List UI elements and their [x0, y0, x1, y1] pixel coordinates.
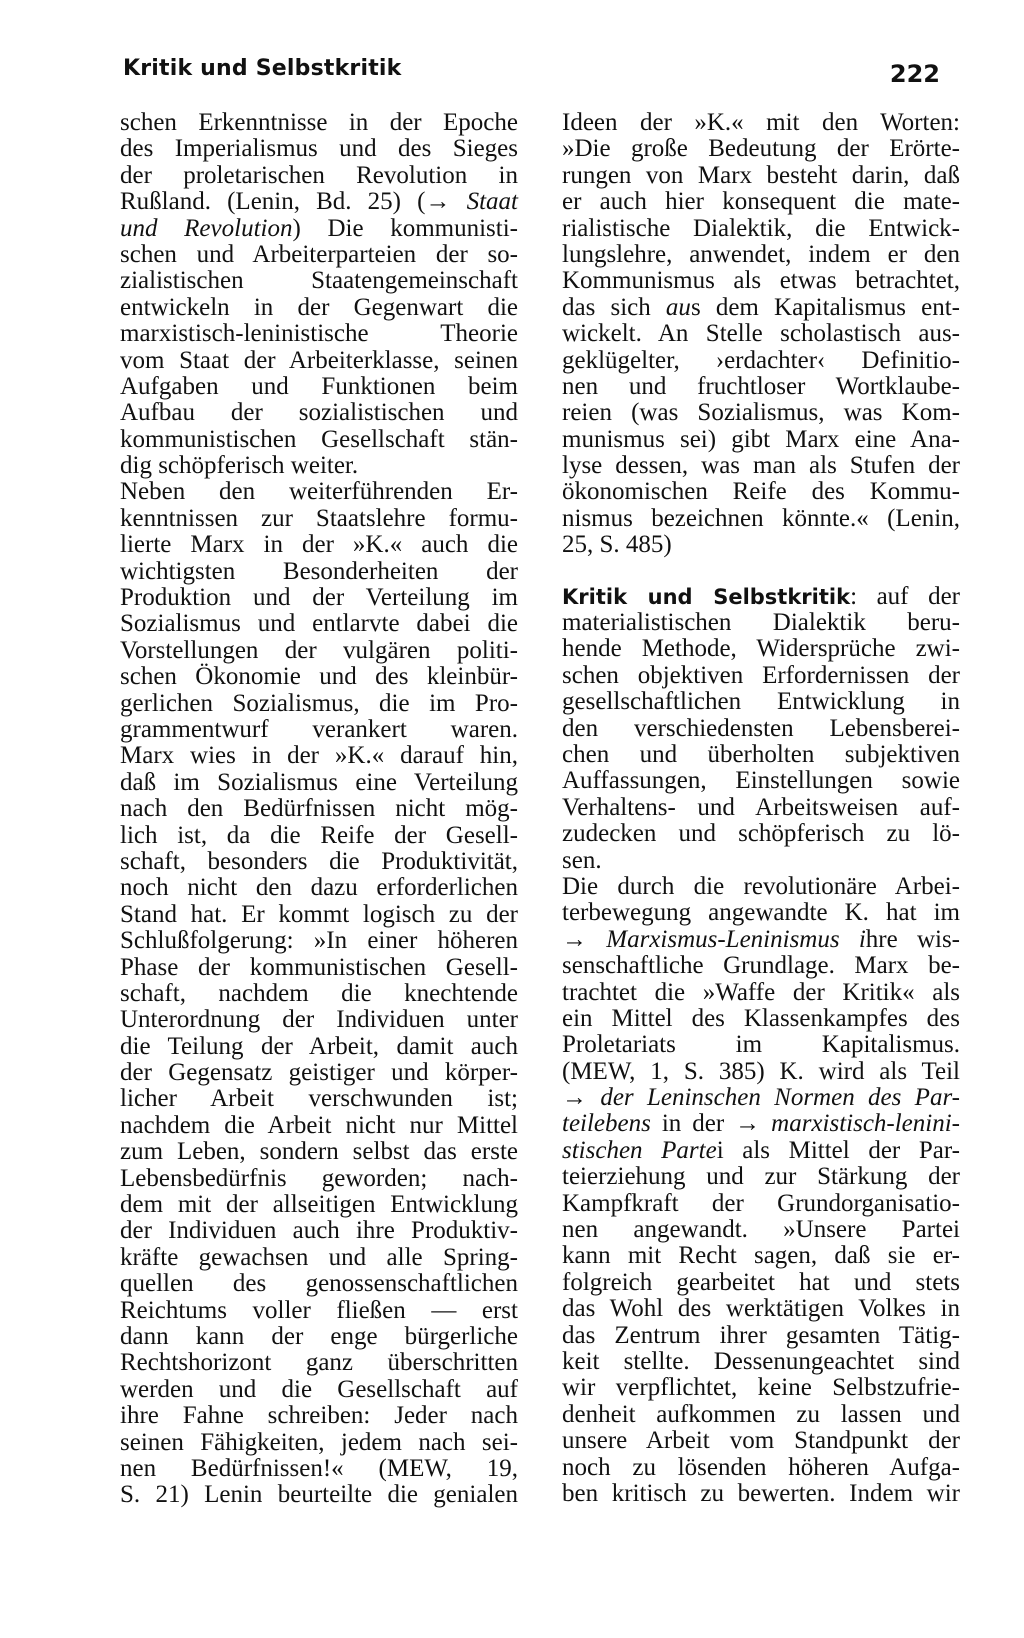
- text-line: Produktion und der Verteilung im: [120, 584, 518, 612]
- text-line: Aufgaben und Funktionen beim: [120, 372, 518, 400]
- text-line: lyse dessen, was man als Stufen der: [562, 452, 960, 480]
- text-line: gerlichen Sozialismus, die im Pro-: [120, 689, 518, 717]
- text-line: das Zentrum ihrer gesamten Tätig-: [562, 1321, 960, 1349]
- text-line: die Teilung der Arbeit, damit auch: [120, 1032, 518, 1060]
- text-line: und Revolution) Die kommunisti-: [120, 214, 518, 242]
- text-line: S. 21) Lenin beurteilte die genialen: [120, 1481, 518, 1509]
- text-line: quellen des genossenschaftlichen: [120, 1270, 518, 1298]
- text-line: ben kritisch zu bewerten. Indem wir: [562, 1479, 960, 1507]
- text-line: ein Mittel des Klassenkampfes des: [562, 1004, 960, 1032]
- text-line: unsere Arbeit vom Standpunkt der: [562, 1427, 960, 1455]
- text-line: das Wohl des werktätigen Volkes in: [562, 1295, 960, 1323]
- text-line: nismus bezeichnen könnte.« (Lenin,: [562, 504, 960, 532]
- text-line: Kommunismus als etwas betrachtet,: [562, 267, 960, 295]
- text-line: teilebens in der → marxistisch-lenini-: [562, 1110, 960, 1138]
- text-line: Reichtums voller fließen — erst: [120, 1296, 518, 1324]
- text-line: keit stellte. Dessenungeachtet sind: [562, 1347, 960, 1375]
- text-line: chen und überholten subjektiven: [562, 740, 960, 768]
- text-line: reien (was Sozialismus, was Kom-: [562, 399, 960, 427]
- text-line: → der Leninschen Normen des Par-: [562, 1084, 960, 1112]
- text-line: rialistische Dialektik, die Entwick-: [562, 214, 960, 242]
- text-line: munismus sei) gibt Marx eine Ana-: [562, 425, 960, 453]
- text-line: Phase der kommunistischen Gesell-: [120, 953, 518, 981]
- text-line: Aufbau der sozialistischen und: [120, 399, 518, 427]
- text-line: dig schöpferisch weiter.: [120, 452, 359, 480]
- text-line: Lebensbedürfnis geworden; nach-: [120, 1164, 518, 1192]
- text-line: gesellschaftlichen Entwicklung in: [562, 688, 960, 716]
- text-line: Kampfkraft der Grundorganisatio-: [562, 1189, 960, 1217]
- text-line: lich ist, da die Reife der Gesell-: [120, 821, 518, 849]
- text-line: marxistisch-leninistische Theorie: [120, 320, 518, 348]
- text-line: ökonomischen Reife des Kommu-: [562, 478, 960, 506]
- text-line: er auch hier konsequent die mate-: [562, 188, 960, 216]
- text-line: schen Ökonomie und des kleinbür-: [120, 663, 518, 691]
- italic-reference: der Leninschen Normen des Par-: [600, 1084, 960, 1112]
- page-number: 222: [889, 60, 940, 88]
- text-line: kann mit Recht sagen, daß sie er-: [562, 1242, 960, 1270]
- text-line: Rußland. (Lenin, Bd. 25) (→ Staat: [120, 188, 518, 216]
- text-line: Marx wies in der »K.« darauf hin,: [120, 742, 518, 770]
- text-line: nachdem die Arbeit nicht nur Mittel: [120, 1111, 518, 1139]
- text-line: vom Staat der Arbeiterklasse, seinen: [120, 346, 518, 374]
- text-line: wickelt. An Stelle scholastisch aus-: [562, 320, 960, 348]
- text-line: schaft, besonders die Produktivität,: [120, 847, 518, 875]
- text-line: entwickeln in der Gegenwart die: [120, 293, 518, 321]
- text-line: Sozialismus und entlarvte dabei die: [120, 610, 518, 638]
- italic-reference: Marxismus-Leninismus i: [606, 925, 866, 953]
- text-line: hende Methode, Widersprüche zwi-: [562, 635, 960, 663]
- text-line: dem mit der allseitigen Entwicklung: [120, 1191, 518, 1219]
- text-line: kräfte gewachsen und alle Spring-: [120, 1243, 518, 1271]
- text-line: nen und fruchtloser Wortklaube-: [562, 372, 960, 400]
- text-line: noch nicht den dazu erforderlichen: [120, 874, 518, 902]
- text-line: → Marxismus-Leninismus ihre wis-: [562, 925, 960, 953]
- entry-headword: Kritik und Selbstkritik: [562, 584, 851, 609]
- text-line: teierziehung und zur Stärkung der: [562, 1163, 960, 1191]
- text-line: ihre Fahne schreiben: Jeder nach: [120, 1402, 518, 1430]
- text-line: folgreich gearbeitet hat und stets: [562, 1268, 960, 1296]
- text-column-left: [120, 110, 518, 1509]
- text-line: senschaftliche Grundlage. Marx be-: [562, 952, 960, 980]
- text-line: der Gegensatz geistiger und körper-: [120, 1059, 518, 1087]
- text-line: Rechtshorizont ganz überschritten: [120, 1349, 518, 1377]
- text-line: zum Leben, sondern selbst das erste: [120, 1138, 518, 1166]
- text-line: materialistischen Dialektik beru-: [562, 609, 960, 637]
- text-line: trachtet die »Waffe der Kritik« als: [562, 978, 960, 1006]
- text-line: dann kann der enge bürgerliche: [120, 1322, 518, 1350]
- text-line: den verschiedensten Lebensberei-: [562, 714, 960, 742]
- text-line: Neben den weiterführenden Er-: [120, 478, 518, 506]
- text-line: Vorstellungen der vulgären politi-: [120, 636, 518, 664]
- text-line: licher Arbeit verschwunden ist;: [120, 1085, 518, 1113]
- text-line: Kritik und Selbstkritik: auf der: [562, 582, 960, 610]
- italic-reference: au: [650, 293, 691, 321]
- text-line: schen und Arbeiterparteien der so-: [120, 240, 518, 268]
- running-head: Kritik und Selbstkritik: [123, 56, 402, 81]
- text-line: Stand hat. Er kommt logisch zu der: [120, 900, 518, 928]
- text-line: denheit aufkommen zu lassen und: [562, 1400, 960, 1428]
- text-column-right: [562, 110, 960, 1507]
- text-line: das sich aus dem Kapitalismus ent-: [562, 293, 960, 321]
- text-line: des Imperialismus und des Sieges: [120, 135, 518, 163]
- text-line: schen objektiven Erfordernissen der: [562, 661, 960, 689]
- text-line: Schlußfolgerung: »In einer höheren: [120, 927, 518, 955]
- text-line: Proletariats im Kapitalismus.: [562, 1031, 960, 1059]
- text-line: nach den Bedürfnissen nicht mög-: [120, 795, 518, 823]
- text-line: kenntnissen zur Staatslehre formu-: [120, 504, 518, 532]
- text-line: sen.: [562, 846, 602, 874]
- text-line: lierte Marx in der »K.« auch die: [120, 531, 518, 559]
- italic-reference: → Staat: [425, 188, 518, 216]
- text-line: geklügelter, ›erdachter‹ Definitio-: [562, 346, 960, 374]
- text-line: noch zu lösenden höheren Aufga-: [562, 1453, 960, 1481]
- text-line: »Die große Bedeutung der Erörte-: [562, 135, 960, 163]
- text-line: schaft, nachdem die knechtende: [120, 979, 518, 1007]
- text-line: nen Bedürfnissen!« (MEW, 19,: [120, 1454, 518, 1482]
- italic-reference: teilebens: [562, 1110, 651, 1138]
- text-line: grammentwurf verankert waren.: [120, 715, 518, 743]
- italic-reference: und Revolution: [120, 214, 293, 242]
- text-line: terbewegung angewandte K. hat im: [562, 899, 960, 927]
- text-line: zudecken und schöpferisch zu lö-: [562, 820, 960, 848]
- text-line: werden und die Gesellschaft auf: [120, 1375, 518, 1403]
- text-line: 25, S. 485): [562, 531, 672, 559]
- text-line: der Individuen auch ihre Produktiv-: [120, 1217, 518, 1245]
- text-line: Ideen der »K.« mit den Worten:: [562, 109, 960, 136]
- text-line: rungen von Marx besteht darin, daß: [562, 161, 960, 189]
- text-line: seinen Fähigkeiten, jedem nach sei-: [120, 1428, 518, 1456]
- text-line: stischen Partei als Mittel der Par-: [562, 1136, 960, 1164]
- text-line: Unterordnung der Individuen unter: [120, 1006, 518, 1034]
- text-line: wichtigsten Besonderheiten der: [120, 557, 518, 585]
- text-line: der proletarischen Revolution in: [120, 161, 518, 189]
- paragraph-gap: [562, 559, 960, 584]
- text-line: nen angewandt. »Unsere Partei: [562, 1216, 960, 1244]
- text-line: schen Erkenntnisse in der Epoche: [120, 109, 518, 136]
- text-line: kommunistischen Gesellschaft stän-: [120, 425, 518, 453]
- text-line: Auffassungen, Einstellungen sowie: [562, 767, 960, 795]
- italic-reference: marxistisch-lenini: [771, 1110, 952, 1138]
- text-line: daß im Sozialismus eine Verteilung: [120, 768, 518, 796]
- text-line: zialistischen Staatengemeinschaft: [120, 267, 518, 295]
- text-line: lungslehre, anwendet, indem er den: [562, 240, 960, 268]
- text-line: wir verpflichtet, keine Selbstzufrie-: [562, 1374, 960, 1402]
- italic-reference: stischen Parte: [562, 1136, 717, 1164]
- text-line: (MEW, 1, S. 385) K. wird als Teil: [562, 1057, 960, 1085]
- text-line: Verhaltens- und Arbeitsweisen auf-: [562, 793, 960, 821]
- text-line: Die durch die revolutionäre Arbei-: [562, 872, 960, 900]
